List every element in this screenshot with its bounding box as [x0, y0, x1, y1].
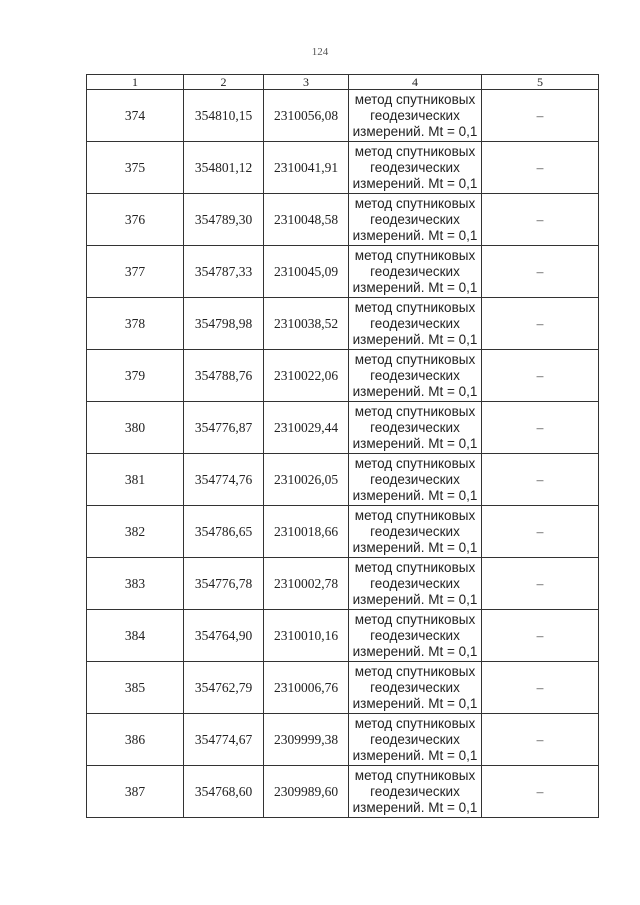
method-cell: [349, 142, 482, 194]
method-line: измерений. Mt = 0,1: [352, 487, 478, 503]
table-row: [87, 766, 599, 818]
x-coordinate-cell: 354776,87: [184, 402, 264, 454]
header-col-5: 5: [482, 75, 599, 90]
method-line: геодезических: [370, 263, 460, 279]
y-coordinate-cell: 2310056,08: [264, 90, 349, 142]
x-coordinate-cell: 354786,65: [184, 506, 264, 558]
point-number-cell: 385: [87, 662, 184, 714]
header-col-3: 3: [264, 75, 349, 90]
note-cell: –: [482, 714, 599, 766]
point-number-cell: 380: [87, 402, 184, 454]
method-line: метод спутниковых: [354, 195, 476, 211]
method-cell: [349, 298, 482, 350]
y-coordinate-cell: 2310018,66: [264, 506, 349, 558]
method-cell: [349, 350, 482, 402]
header-col-4: 4: [349, 75, 482, 90]
x-coordinate-cell: 354789,30: [184, 194, 264, 246]
method-line: метод спутниковых: [354, 455, 476, 471]
header-col-2: 2: [184, 75, 264, 90]
method-cell: [349, 610, 482, 662]
point-number-cell: 381: [87, 454, 184, 506]
method-line: метод спутниковых: [354, 91, 476, 107]
method-line: геодезических: [370, 783, 460, 799]
point-number-cell: 382: [87, 506, 184, 558]
method-line: измерений. Mt = 0,1: [352, 175, 478, 191]
header-row: [87, 75, 599, 90]
note-cell: –: [482, 558, 599, 610]
method-cell: [349, 246, 482, 298]
table-body: [87, 90, 599, 818]
point-number-cell: 377: [87, 246, 184, 298]
method-line: метод спутниковых: [354, 559, 476, 575]
coordinates-table: [86, 74, 599, 818]
method-cell: [349, 766, 482, 818]
method-line: геодезических: [370, 575, 460, 591]
note-cell: –: [482, 90, 599, 142]
method-line: геодезических: [370, 211, 460, 227]
point-number-cell: 375: [87, 142, 184, 194]
method-line: измерений. Mt = 0,1: [352, 383, 478, 399]
y-coordinate-cell: 2310022,06: [264, 350, 349, 402]
point-number-cell: 386: [87, 714, 184, 766]
method-cell: [349, 454, 482, 506]
x-coordinate-cell: 354762,79: [184, 662, 264, 714]
table-row: [87, 142, 599, 194]
point-number-cell: 387: [87, 766, 184, 818]
y-coordinate-cell: 2309989,60: [264, 766, 349, 818]
method-line: геодезических: [370, 419, 460, 435]
method-line: измерений. Mt = 0,1: [352, 799, 478, 815]
table-row: [87, 714, 599, 766]
note-cell: –: [482, 662, 599, 714]
note-cell: –: [482, 402, 599, 454]
table-row: [87, 662, 599, 714]
method-cell: [349, 662, 482, 714]
method-line: геодезических: [370, 679, 460, 695]
x-coordinate-cell: 354764,90: [184, 610, 264, 662]
note-cell: –: [482, 194, 599, 246]
method-line: измерений. Mt = 0,1: [352, 435, 478, 451]
point-number-cell: 374: [87, 90, 184, 142]
method-cell: [349, 558, 482, 610]
x-coordinate-cell: 354801,12: [184, 142, 264, 194]
point-number-cell: 379: [87, 350, 184, 402]
method-line: геодезических: [370, 315, 460, 331]
x-coordinate-cell: 354776,78: [184, 558, 264, 610]
method-line: геодезических: [370, 731, 460, 747]
table-row: [87, 506, 599, 558]
method-line: измерений. Mt = 0,1: [352, 591, 478, 607]
method-line: геодезических: [370, 471, 460, 487]
point-number-cell: 376: [87, 194, 184, 246]
method-line: метод спутниковых: [354, 715, 476, 731]
table-row: [87, 402, 599, 454]
table-row: [87, 90, 599, 142]
point-number-cell: 384: [87, 610, 184, 662]
note-cell: –: [482, 246, 599, 298]
table-row: [87, 298, 599, 350]
method-line: геодезических: [370, 627, 460, 643]
y-coordinate-cell: 2310038,52: [264, 298, 349, 350]
y-coordinate-cell: 2310010,16: [264, 610, 349, 662]
method-cell: [349, 506, 482, 558]
method-line: геодезических: [370, 367, 460, 383]
table-row: [87, 350, 599, 402]
y-coordinate-cell: 2309999,38: [264, 714, 349, 766]
y-coordinate-cell: 2310026,05: [264, 454, 349, 506]
method-line: метод спутниковых: [354, 507, 476, 523]
x-coordinate-cell: 354768,60: [184, 766, 264, 818]
y-coordinate-cell: 2310002,78: [264, 558, 349, 610]
method-cell: [349, 402, 482, 454]
method-line: метод спутниковых: [354, 247, 476, 263]
method-line: геодезических: [370, 523, 460, 539]
method-line: метод спутниковых: [354, 767, 476, 783]
y-coordinate-cell: 2310045,09: [264, 246, 349, 298]
table-row: [87, 194, 599, 246]
x-coordinate-cell: 354798,98: [184, 298, 264, 350]
method-line: измерений. Mt = 0,1: [352, 643, 478, 659]
table-row: [87, 246, 599, 298]
header-col-1: 1: [87, 75, 184, 90]
method-cell: [349, 714, 482, 766]
method-cell: [349, 90, 482, 142]
x-coordinate-cell: 354810,15: [184, 90, 264, 142]
method-line: метод спутниковых: [354, 143, 476, 159]
x-coordinate-cell: 354787,33: [184, 246, 264, 298]
method-line: измерений. Mt = 0,1: [352, 123, 478, 139]
note-cell: –: [482, 298, 599, 350]
table-row: [87, 454, 599, 506]
point-number-cell: 383: [87, 558, 184, 610]
note-cell: –: [482, 766, 599, 818]
x-coordinate-cell: 354774,67: [184, 714, 264, 766]
x-coordinate-cell: 354788,76: [184, 350, 264, 402]
method-line: измерений. Mt = 0,1: [352, 747, 478, 763]
table-row: [87, 558, 599, 610]
method-line: метод спутниковых: [354, 611, 476, 627]
y-coordinate-cell: 2310041,91: [264, 142, 349, 194]
method-line: метод спутниковых: [354, 351, 476, 367]
note-cell: –: [482, 454, 599, 506]
x-coordinate-cell: 354774,76: [184, 454, 264, 506]
method-line: метод спутниковых: [354, 663, 476, 679]
method-line: геодезических: [370, 107, 460, 123]
point-number-cell: 378: [87, 298, 184, 350]
method-line: метод спутниковых: [354, 403, 476, 419]
page-number: 124: [311, 46, 329, 58]
note-cell: –: [482, 610, 599, 662]
method-cell: [349, 194, 482, 246]
method-line: метод спутниковых: [354, 299, 476, 315]
y-coordinate-cell: 2310006,76: [264, 662, 349, 714]
y-coordinate-cell: 2310029,44: [264, 402, 349, 454]
method-line: измерений. Mt = 0,1: [352, 331, 478, 347]
method-line: измерений. Mt = 0,1: [352, 227, 478, 243]
method-line: измерений. Mt = 0,1: [352, 279, 478, 295]
note-cell: –: [482, 142, 599, 194]
y-coordinate-cell: 2310048,58: [264, 194, 349, 246]
note-cell: –: [482, 506, 599, 558]
method-line: измерений. Mt = 0,1: [352, 539, 478, 555]
note-cell: –: [482, 350, 599, 402]
table-row: [87, 610, 599, 662]
method-line: геодезических: [370, 159, 460, 175]
method-line: измерений. Mt = 0,1: [352, 695, 478, 711]
